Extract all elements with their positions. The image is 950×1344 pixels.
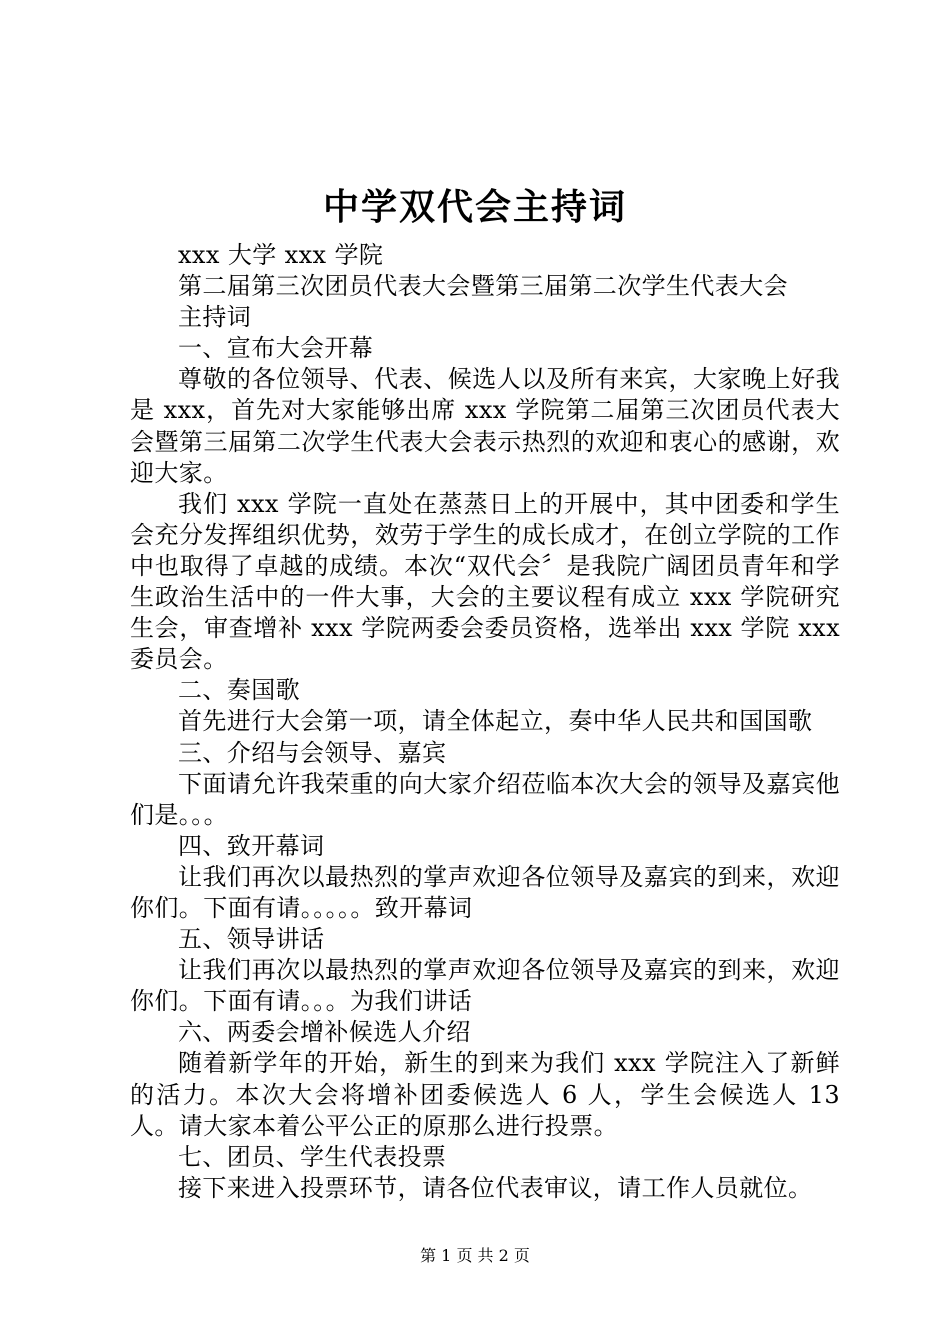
section-heading-7: 七、团员、学生代表投票 xyxy=(178,1142,447,1171)
paragraph-meeting-name: 第二届第三次团员代表大会暨第三届第二次学生代表大会 xyxy=(178,272,788,301)
paragraph-introduce-guests: 下面请允许我荣重的向大家介绍莅临本次大会的领导及嘉宾他们是。。。 xyxy=(130,769,840,829)
section-heading-6: 六、两委会增补候选人介绍 xyxy=(178,1018,471,1047)
section-heading-5: 五、领导讲话 xyxy=(178,925,325,954)
section-heading-1: 一、宣布大会开幕 xyxy=(178,334,374,363)
document-body xyxy=(130,240,840,1204)
section-heading-4: 四、致开幕词 xyxy=(178,831,325,860)
paragraph-university: xxx 大学 xxx 学院 xyxy=(178,241,384,269)
page-footer: 第 1 页 共 2 页 xyxy=(420,1246,530,1265)
section-heading-3: 三、介绍与会领导、嘉宾 xyxy=(178,738,447,767)
paragraph-leader-speech: 让我们再次以最热烈的掌声欢迎各位领导及嘉宾的到来，欢迎你们。下面有请。。。为我们讲话 xyxy=(130,956,840,1016)
paragraph-college-intro: 我们 xxx 学院一直处在蒸蒸日上的开展中，其中团委和学生会充分发挥组织优势，效劳于学生的成长成才，在创立学院的工作中也取得了卓越的成绩。本次“双代会〞是我院广阔团员青年和学生政治生活中的一件大事，大会的主要议程有成立 xxx 学院研究生会，审查增补 xxx 学院两委会委员资格，选举出 xxx 学院 xxx 委员会。 xyxy=(130,489,840,674)
paragraph-subtitle: 主持词 xyxy=(178,303,252,332)
paragraph-welcome: 尊敬的各位领导、代表、候选人以及所有来宾，大家晚上好我是 xxx，首先对大家能够出席 xxx 学院第二届第三次团员代表大会暨第三届第二次学生代表大会表示热烈的欢迎和衷心的感谢，欢迎大家。 xyxy=(130,365,840,487)
section-heading-2: 二、奏国歌 xyxy=(178,676,300,705)
document-title: 中学双代会主持词 xyxy=(322,186,627,228)
paragraph-anthem: 首先进行大会第一项，请全体起立，奏中华人民共和国国歌 xyxy=(178,707,813,736)
paragraph-candidates: 随着新学年的开始，新生的到来为我们 xxx 学院注入了新鲜的活力。本次大会将增补团委候选人 6 人，学生会候选人 13 人。请大家本着公平公正的原那么进行投票。 xyxy=(130,1049,840,1140)
paragraph-voting: 接下来进入投票环节，请各位代表审议，请工作人员就位。 xyxy=(178,1173,813,1202)
paragraph-opening-speech: 让我们再次以最热烈的掌声欢迎各位领导及嘉宾的到来，欢迎你们。下面有请。。。。。致开幕词 xyxy=(130,862,840,922)
